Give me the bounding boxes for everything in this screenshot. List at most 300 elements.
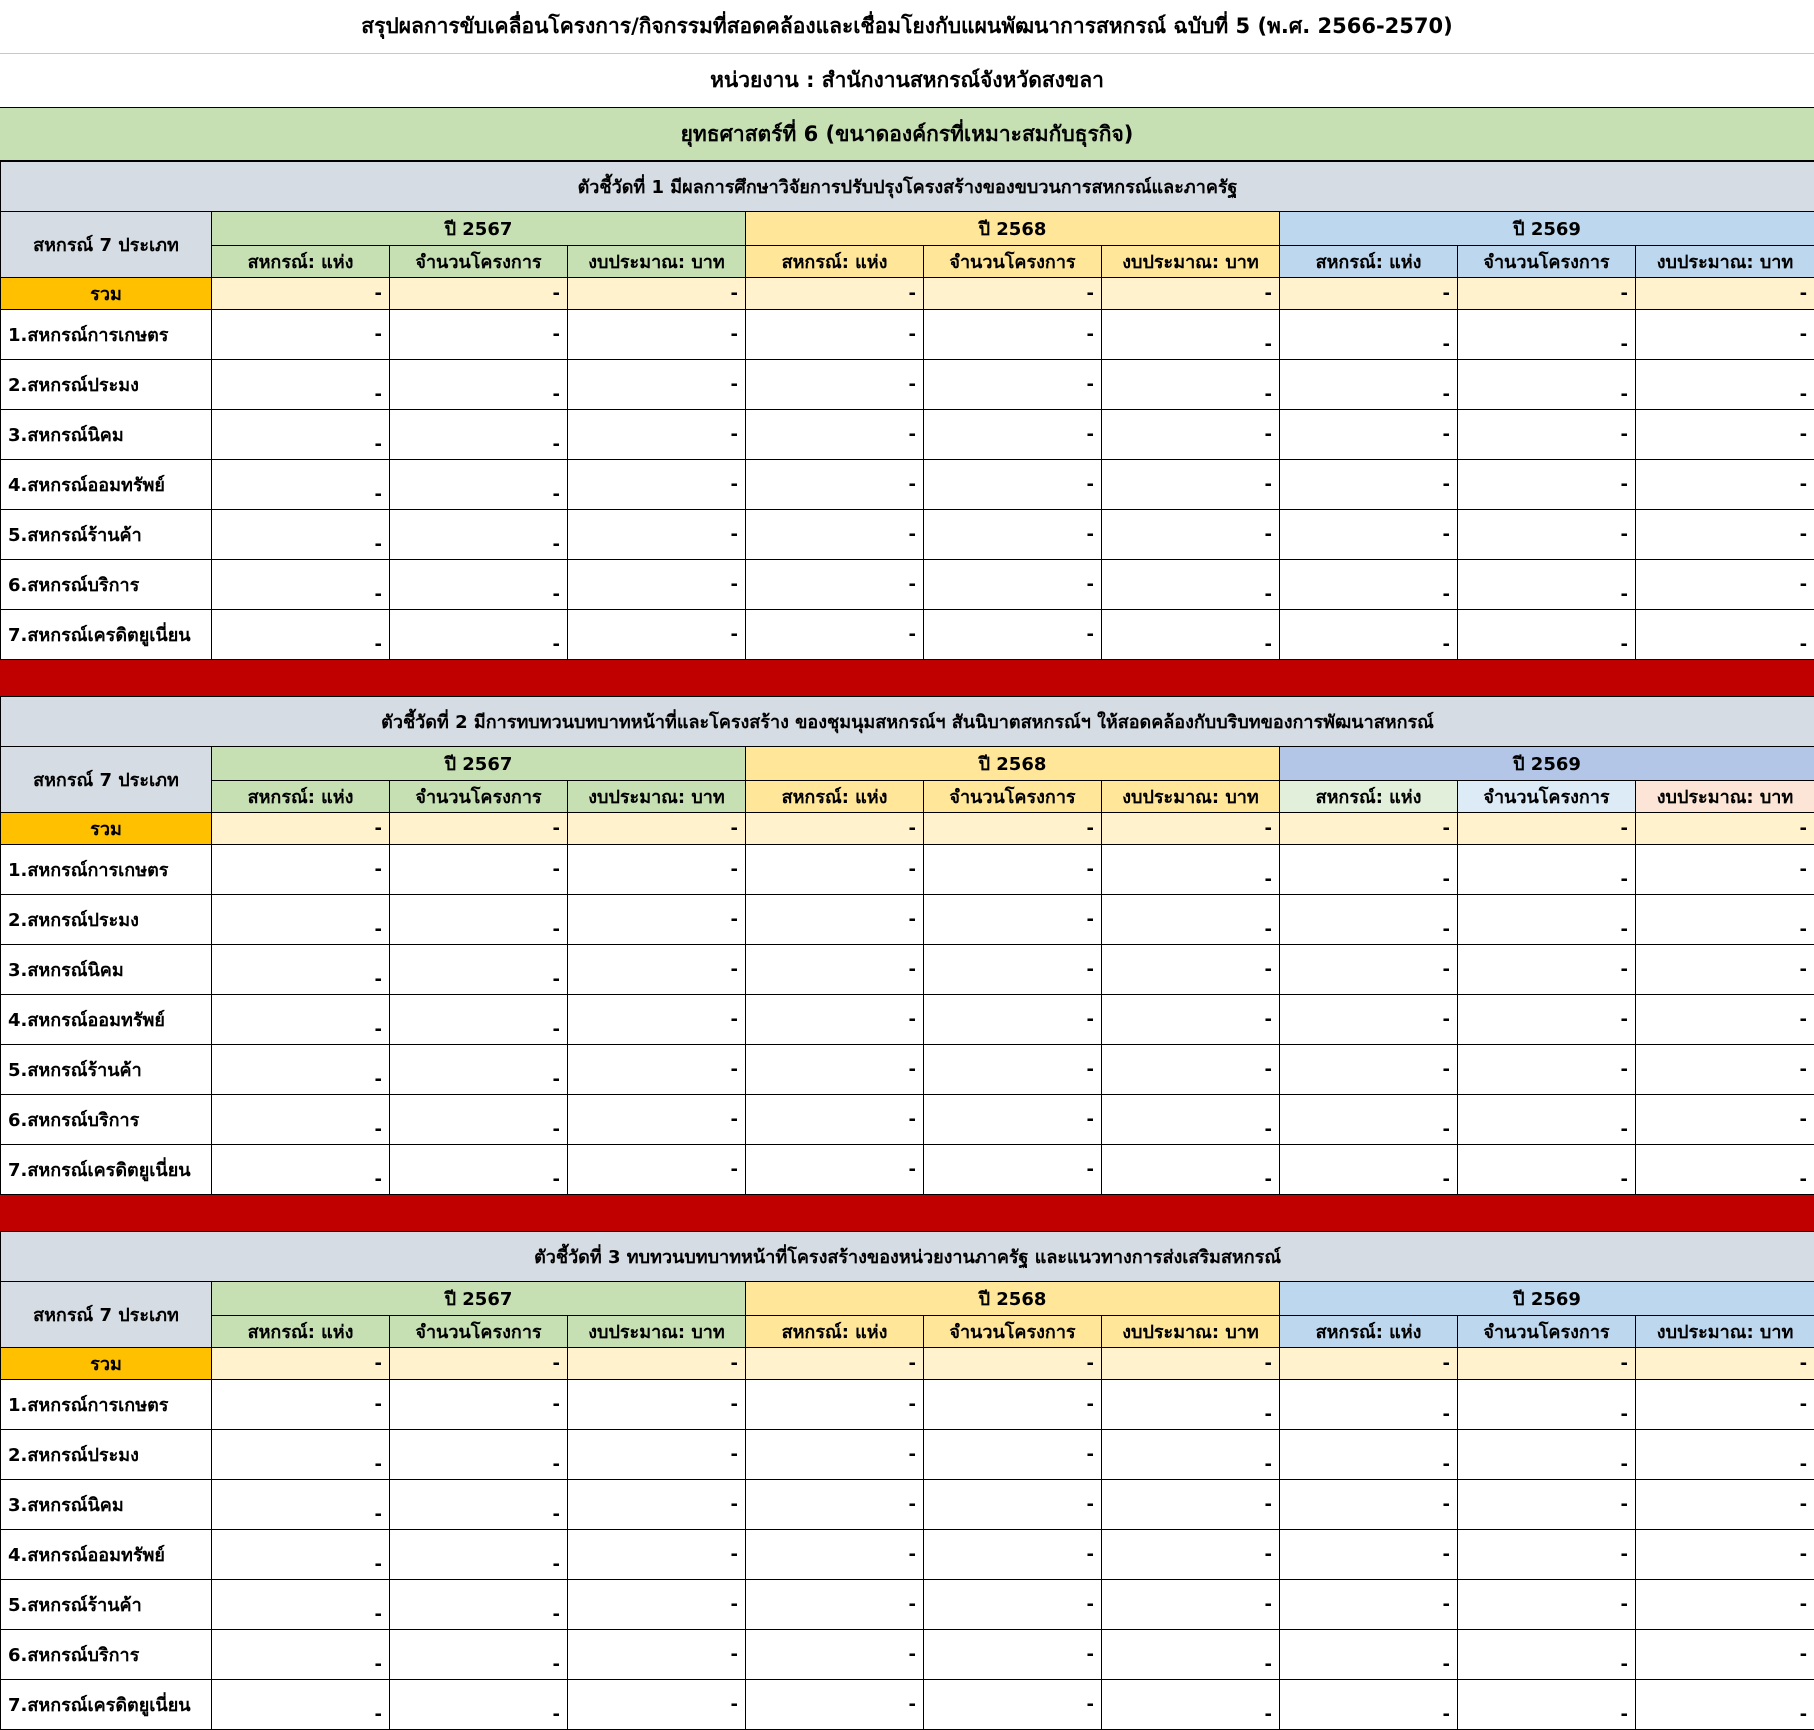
data-cell: -	[1458, 995, 1636, 1045]
row-header-cooperative-types: สหกรณ์ 7 ประเภท	[1, 212, 212, 278]
data-cell: -	[212, 1145, 390, 1195]
data-cell: -	[1280, 410, 1458, 460]
data-cell: -	[1636, 1045, 1814, 1095]
data-cell: -	[924, 410, 1102, 460]
data-cell: -	[746, 845, 924, 895]
data-cell: -	[568, 1580, 746, 1630]
data-cell: -	[1636, 1480, 1814, 1530]
data-cell: -	[568, 1430, 746, 1480]
data-cell: -	[212, 1380, 390, 1430]
data-cell: -	[390, 1045, 568, 1095]
data-cell: -	[1636, 895, 1814, 945]
row-label: 2.สหกรณ์ประมง	[1, 360, 212, 410]
data-cell: -	[1458, 360, 1636, 410]
data-cell: -	[746, 1145, 924, 1195]
column-header: งบประมาณ: บาท	[568, 781, 746, 813]
data-cell: -	[1102, 895, 1280, 945]
data-cell: -	[212, 1430, 390, 1480]
data-cell: -	[212, 1680, 390, 1730]
data-cell: -	[1458, 560, 1636, 610]
column-header: จำนวนโครงการ	[924, 246, 1102, 278]
row-label: 5.สหกรณ์ร้านค้า	[1, 1580, 212, 1630]
data-cell: -	[1280, 1430, 1458, 1480]
table-row	[1, 1680, 1814, 1730]
data-cell: -	[1102, 995, 1280, 1045]
column-header: จำนวนโครงการ	[924, 781, 1102, 813]
data-cell: -	[1102, 1480, 1280, 1530]
data-cell: -	[924, 1480, 1102, 1530]
year-header: ปี 2567	[212, 212, 746, 246]
row-label: 2.สหกรณ์ประมง	[1, 895, 212, 945]
row-label: 5.สหกรณ์ร้านค้า	[1, 510, 212, 560]
data-cell: -	[568, 895, 746, 945]
data-cell: -	[212, 1630, 390, 1680]
data-cell: -	[390, 995, 568, 1045]
data-cell: -	[746, 895, 924, 945]
total-cell: -	[1458, 278, 1636, 310]
row-label: 5.สหกรณ์ร้านค้า	[1, 1045, 212, 1095]
data-cell: -	[1102, 845, 1280, 895]
column-header: สหกรณ์: แห่ง	[212, 246, 390, 278]
data-cell: -	[1102, 1045, 1280, 1095]
data-cell: -	[1102, 1630, 1280, 1680]
data-cell: -	[1280, 1095, 1458, 1145]
data-cell: -	[568, 1530, 746, 1580]
row-label: 3.สหกรณ์นิคม	[1, 410, 212, 460]
data-cell: -	[924, 1095, 1102, 1145]
table-row	[1, 945, 1814, 995]
data-cell: -	[1280, 560, 1458, 610]
data-cell: -	[1458, 895, 1636, 945]
data-cell: -	[1102, 1095, 1280, 1145]
indicator-tables	[0, 161, 1814, 1730]
year-header: ปี 2568	[746, 212, 1280, 246]
row-label: 7.สหกรณ์เครดิตยูเนี่ยน	[1, 1145, 212, 1195]
data-cell: -	[746, 1095, 924, 1145]
data-cell: -	[1636, 945, 1814, 995]
row-label: 3.สหกรณ์นิคม	[1, 945, 212, 995]
data-cell: -	[1458, 310, 1636, 360]
data-cell: -	[212, 945, 390, 995]
data-cell: -	[1636, 1095, 1814, 1145]
data-cell: -	[1102, 1145, 1280, 1195]
row-label: 7.สหกรณ์เครดิตยูเนี่ยน	[1, 610, 212, 660]
data-cell: -	[1458, 1095, 1636, 1145]
table-row	[1, 1630, 1814, 1680]
data-cell: -	[568, 995, 746, 1045]
data-cell: -	[1280, 310, 1458, 360]
report-title: สรุปผลการขับเคลื่อนโครงการ/กิจกรรมที่สอดคล้องและเชื่อมโยงกับแผนพัฒนาการสหกรณ์ ฉบับที่ 5 (พ.ศ. 2566-2570)	[0, 0, 1814, 54]
data-cell: -	[390, 1480, 568, 1530]
column-header: สหกรณ์: แห่ง	[1280, 246, 1458, 278]
data-cell: -	[1280, 1580, 1458, 1630]
total-cell: -	[568, 813, 746, 845]
data-cell: -	[212, 360, 390, 410]
data-cell: -	[1280, 460, 1458, 510]
column-header: จำนวนโครงการ	[1458, 1316, 1636, 1348]
column-header: จำนวนโครงการ	[1458, 781, 1636, 813]
data-cell: -	[1458, 1430, 1636, 1480]
data-cell: -	[212, 895, 390, 945]
section-separator	[0, 1195, 1814, 1231]
table-row	[1, 610, 1814, 660]
data-cell: -	[1102, 410, 1280, 460]
table-row	[1, 1580, 1814, 1630]
table-row	[1, 1530, 1814, 1580]
data-cell: -	[568, 460, 746, 510]
table-row	[1, 1145, 1814, 1195]
table-row	[1, 995, 1814, 1045]
column-header: สหกรณ์: แห่ง	[746, 1316, 924, 1348]
total-cell: -	[924, 813, 1102, 845]
data-cell: -	[1280, 360, 1458, 410]
data-cell: -	[568, 1045, 746, 1095]
total-cell: -	[1458, 813, 1636, 845]
data-cell: -	[924, 460, 1102, 510]
total-label: รวม	[1, 1348, 212, 1380]
table-row	[1, 1430, 1814, 1480]
data-cell: -	[746, 1045, 924, 1095]
data-cell: -	[1458, 945, 1636, 995]
table-row	[1, 1380, 1814, 1430]
data-cell: -	[390, 1580, 568, 1630]
total-cell: -	[390, 278, 568, 310]
row-label: 1.สหกรณ์การเกษตร	[1, 1380, 212, 1430]
data-cell: -	[1280, 610, 1458, 660]
data-cell: -	[1458, 1680, 1636, 1730]
data-cell: -	[212, 995, 390, 1045]
data-cell: -	[1102, 460, 1280, 510]
data-cell: -	[212, 1045, 390, 1095]
data-cell: -	[1458, 510, 1636, 560]
data-cell: -	[1458, 1145, 1636, 1195]
data-cell: -	[1102, 310, 1280, 360]
data-cell: -	[212, 510, 390, 560]
total-cell: -	[568, 278, 746, 310]
data-cell: -	[1102, 1580, 1280, 1630]
data-cell: -	[212, 1480, 390, 1530]
table-row	[1, 510, 1814, 560]
total-label: รวม	[1, 278, 212, 310]
data-cell: -	[1636, 1530, 1814, 1580]
data-cell: -	[1280, 1530, 1458, 1580]
data-cell: -	[746, 510, 924, 560]
data-cell: -	[1636, 845, 1814, 895]
data-cell: -	[746, 310, 924, 360]
data-cell: -	[568, 410, 746, 460]
data-cell: -	[1458, 845, 1636, 895]
data-cell: -	[924, 845, 1102, 895]
data-cell: -	[924, 560, 1102, 610]
data-cell: -	[924, 1145, 1102, 1195]
strategy-heading: ยุทธศาสตร์ที่ 6 (ขนาดองค์กรที่เหมาะสมกับธุรกิจ)	[0, 108, 1814, 161]
data-cell: -	[212, 1580, 390, 1630]
row-label: 4.สหกรณ์ออมทรัพย์	[1, 995, 212, 1045]
data-cell: -	[568, 945, 746, 995]
data-cell: -	[568, 360, 746, 410]
data-cell: -	[568, 1680, 746, 1730]
data-cell: -	[1280, 845, 1458, 895]
data-cell: -	[1458, 1480, 1636, 1530]
column-header: จำนวนโครงการ	[1458, 246, 1636, 278]
column-header: งบประมาณ: บาท	[1102, 1316, 1280, 1348]
data-cell: -	[1102, 1380, 1280, 1430]
row-label: 4.สหกรณ์ออมทรัพย์	[1, 460, 212, 510]
data-cell: -	[1280, 1380, 1458, 1430]
data-cell: -	[746, 1680, 924, 1730]
data-cell: -	[390, 1630, 568, 1680]
year-header: ปี 2569	[1280, 1282, 1814, 1316]
data-cell: -	[1636, 310, 1814, 360]
column-header: สหกรณ์: แห่ง	[746, 781, 924, 813]
data-cell: -	[390, 410, 568, 460]
data-cell: -	[1458, 410, 1636, 460]
data-cell: -	[924, 995, 1102, 1045]
total-cell: -	[390, 1348, 568, 1380]
data-cell: -	[1280, 1630, 1458, 1680]
data-cell: -	[568, 310, 746, 360]
data-cell: -	[1102, 510, 1280, 560]
data-cell: -	[390, 1680, 568, 1730]
year-header: ปี 2569	[1280, 747, 1814, 781]
data-cell: -	[924, 1380, 1102, 1430]
column-header: งบประมาณ: บาท	[1102, 781, 1280, 813]
data-cell: -	[1280, 1680, 1458, 1730]
data-cell: -	[1458, 610, 1636, 660]
data-cell: -	[924, 1630, 1102, 1680]
column-header: งบประมาณ: บาท	[1636, 246, 1814, 278]
data-cell: -	[568, 845, 746, 895]
row-header-cooperative-types: สหกรณ์ 7 ประเภท	[1, 747, 212, 813]
data-cell: -	[746, 610, 924, 660]
data-cell: -	[390, 1530, 568, 1580]
data-cell: -	[390, 1380, 568, 1430]
data-cell: -	[390, 310, 568, 360]
data-cell: -	[1458, 1530, 1636, 1580]
table-row	[1, 1045, 1814, 1095]
data-cell: -	[1636, 995, 1814, 1045]
data-cell: -	[1102, 1680, 1280, 1730]
column-header: สหกรณ์: แห่ง	[746, 246, 924, 278]
column-header: งบประมาณ: บาท	[568, 246, 746, 278]
data-cell: -	[746, 410, 924, 460]
data-cell: -	[924, 1580, 1102, 1630]
row-label: 2.สหกรณ์ประมง	[1, 1430, 212, 1480]
total-label: รวม	[1, 813, 212, 845]
row-label: 6.สหกรณ์บริการ	[1, 560, 212, 610]
column-header: สหกรณ์: แห่ง	[1280, 1316, 1458, 1348]
data-cell: -	[746, 560, 924, 610]
data-cell: -	[746, 1480, 924, 1530]
total-cell: -	[1458, 1348, 1636, 1380]
data-cell: -	[568, 610, 746, 660]
column-header: จำนวนโครงการ	[390, 1316, 568, 1348]
data-cell: -	[924, 945, 1102, 995]
data-cell: -	[746, 945, 924, 995]
data-cell: -	[924, 310, 1102, 360]
data-cell: -	[924, 1530, 1102, 1580]
total-cell: -	[746, 278, 924, 310]
data-cell: -	[1636, 1430, 1814, 1480]
data-cell: -	[568, 1095, 746, 1145]
table-row	[1, 560, 1814, 610]
year-header: ปี 2568	[746, 747, 1280, 781]
data-cell: -	[746, 1530, 924, 1580]
data-cell: -	[390, 1430, 568, 1480]
data-cell: -	[390, 895, 568, 945]
row-label: 7.สหกรณ์เครดิตยูเนี่ยน	[1, 1680, 212, 1730]
data-cell: -	[1102, 945, 1280, 995]
data-cell: -	[390, 845, 568, 895]
total-cell: -	[746, 1348, 924, 1380]
row-header-cooperative-types: สหกรณ์ 7 ประเภท	[1, 1282, 212, 1348]
data-cell: -	[212, 460, 390, 510]
data-cell: -	[390, 610, 568, 660]
total-cell: -	[924, 1348, 1102, 1380]
data-cell: -	[1636, 1630, 1814, 1680]
table-row	[1, 845, 1814, 895]
total-cell: -	[1636, 813, 1814, 845]
column-header: สหกรณ์: แห่ง	[212, 1316, 390, 1348]
total-cell: -	[1102, 813, 1280, 845]
row-label: 4.สหกรณ์ออมทรัพย์	[1, 1530, 212, 1580]
data-cell: -	[1636, 510, 1814, 560]
column-header: งบประมาณ: บาท	[1636, 781, 1814, 813]
data-cell: -	[1280, 1045, 1458, 1095]
data-cell: -	[924, 1045, 1102, 1095]
data-cell: -	[1458, 1380, 1636, 1430]
data-cell: -	[568, 1145, 746, 1195]
data-cell: -	[746, 1430, 924, 1480]
data-cell: -	[1636, 610, 1814, 660]
data-cell: -	[212, 1095, 390, 1145]
data-cell: -	[1636, 1145, 1814, 1195]
total-cell: -	[1102, 278, 1280, 310]
data-cell: -	[1102, 610, 1280, 660]
table-row	[1, 460, 1814, 510]
data-cell: -	[924, 510, 1102, 560]
column-header: งบประมาณ: บาท	[1102, 246, 1280, 278]
data-cell: -	[924, 610, 1102, 660]
data-cell: -	[1636, 1680, 1814, 1730]
data-cell: -	[1636, 410, 1814, 460]
data-cell: -	[746, 460, 924, 510]
data-cell: -	[390, 1145, 568, 1195]
data-cell: -	[568, 1480, 746, 1530]
table-row	[1, 895, 1814, 945]
data-cell: -	[1280, 895, 1458, 945]
data-cell: -	[212, 610, 390, 660]
row-label: 6.สหกรณ์บริการ	[1, 1630, 212, 1680]
column-header: จำนวนโครงการ	[390, 781, 568, 813]
column-header: งบประมาณ: บาท	[1636, 1316, 1814, 1348]
data-cell: -	[1636, 560, 1814, 610]
data-cell: -	[390, 1095, 568, 1145]
data-cell: -	[746, 1630, 924, 1680]
row-label: 1.สหกรณ์การเกษตร	[1, 310, 212, 360]
data-cell: -	[212, 560, 390, 610]
year-header: ปี 2567	[212, 747, 746, 781]
data-cell: -	[1280, 945, 1458, 995]
total-cell: -	[390, 813, 568, 845]
data-cell: -	[746, 360, 924, 410]
data-cell: -	[568, 1380, 746, 1430]
table-row	[1, 410, 1814, 460]
data-cell: -	[390, 460, 568, 510]
data-cell: -	[746, 1380, 924, 1430]
data-cell: -	[1458, 1045, 1636, 1095]
data-cell: -	[924, 1680, 1102, 1730]
total-cell: -	[212, 813, 390, 845]
data-cell: -	[1102, 360, 1280, 410]
data-cell: -	[212, 310, 390, 360]
data-cell: -	[390, 360, 568, 410]
total-cell: -	[1636, 1348, 1814, 1380]
column-header: สหกรณ์: แห่ง	[1280, 781, 1458, 813]
data-cell: -	[1636, 360, 1814, 410]
data-cell: -	[1458, 460, 1636, 510]
data-cell: -	[1280, 510, 1458, 560]
indicator-table-2	[0, 696, 1814, 1195]
row-label: 1.สหกรณ์การเกษตร	[1, 845, 212, 895]
indicator-title: ตัวชี้วัดที่ 3 ทบทวนบทบาทหน้าที่โครงสร้างของหน่วยงานภาครัฐ และแนวทางการส่งเสริมสหกรณ์	[1, 1232, 1814, 1282]
column-header: สหกรณ์: แห่ง	[212, 781, 390, 813]
total-cell: -	[212, 1348, 390, 1380]
column-header: จำนวนโครงการ	[924, 1316, 1102, 1348]
data-cell: -	[746, 995, 924, 1045]
data-cell: -	[1102, 1530, 1280, 1580]
data-cell: -	[568, 1630, 746, 1680]
data-cell: -	[924, 895, 1102, 945]
row-label: 3.สหกรณ์นิคม	[1, 1480, 212, 1530]
section-separator	[0, 660, 1814, 696]
data-cell: -	[1102, 1430, 1280, 1480]
table-row	[1, 310, 1814, 360]
total-cell: -	[1636, 278, 1814, 310]
total-cell: -	[568, 1348, 746, 1380]
total-cell: -	[1102, 1348, 1280, 1380]
total-cell: -	[212, 278, 390, 310]
column-header: งบประมาณ: บาท	[568, 1316, 746, 1348]
table-row	[1, 1480, 1814, 1530]
data-cell: -	[1458, 1630, 1636, 1680]
data-cell: -	[212, 1530, 390, 1580]
table-row	[1, 360, 1814, 410]
indicator-title: ตัวชี้วัดที่ 2 มีการทบทวนบทบาทหน้าที่และโครงสร้าง ของชุมนุมสหกรณ์ฯ สันนิบาตสหกรณ์ฯ ให้สอดคล้องกับบริบทของการพัฒนาสหกรณ์	[1, 697, 1814, 747]
data-cell: -	[1636, 1380, 1814, 1430]
data-cell: -	[924, 360, 1102, 410]
total-cell: -	[1280, 813, 1458, 845]
total-cell: -	[924, 278, 1102, 310]
data-cell: -	[1280, 995, 1458, 1045]
year-header: ปี 2567	[212, 1282, 746, 1316]
indicator-title: ตัวชี้วัดที่ 1 มีผลการศึกษาวิจัยการปรับปรุงโครงสร้างของขบวนการสหกรณ์และภาครัฐ	[1, 162, 1814, 212]
data-cell: -	[746, 1580, 924, 1630]
data-cell: -	[212, 845, 390, 895]
agency-name: หน่วยงาน : สำนักงานสหกรณ์จังหวัดสงขลา	[0, 54, 1814, 108]
column-header: จำนวนโครงการ	[390, 246, 568, 278]
data-cell: -	[212, 410, 390, 460]
data-cell: -	[1636, 1580, 1814, 1630]
data-cell: -	[924, 1430, 1102, 1480]
total-cell: -	[746, 813, 924, 845]
data-cell: -	[1280, 1145, 1458, 1195]
total-cell: -	[1280, 1348, 1458, 1380]
data-cell: -	[1458, 1580, 1636, 1630]
total-cell: -	[1280, 278, 1458, 310]
data-cell: -	[1280, 1480, 1458, 1530]
data-cell: -	[390, 560, 568, 610]
